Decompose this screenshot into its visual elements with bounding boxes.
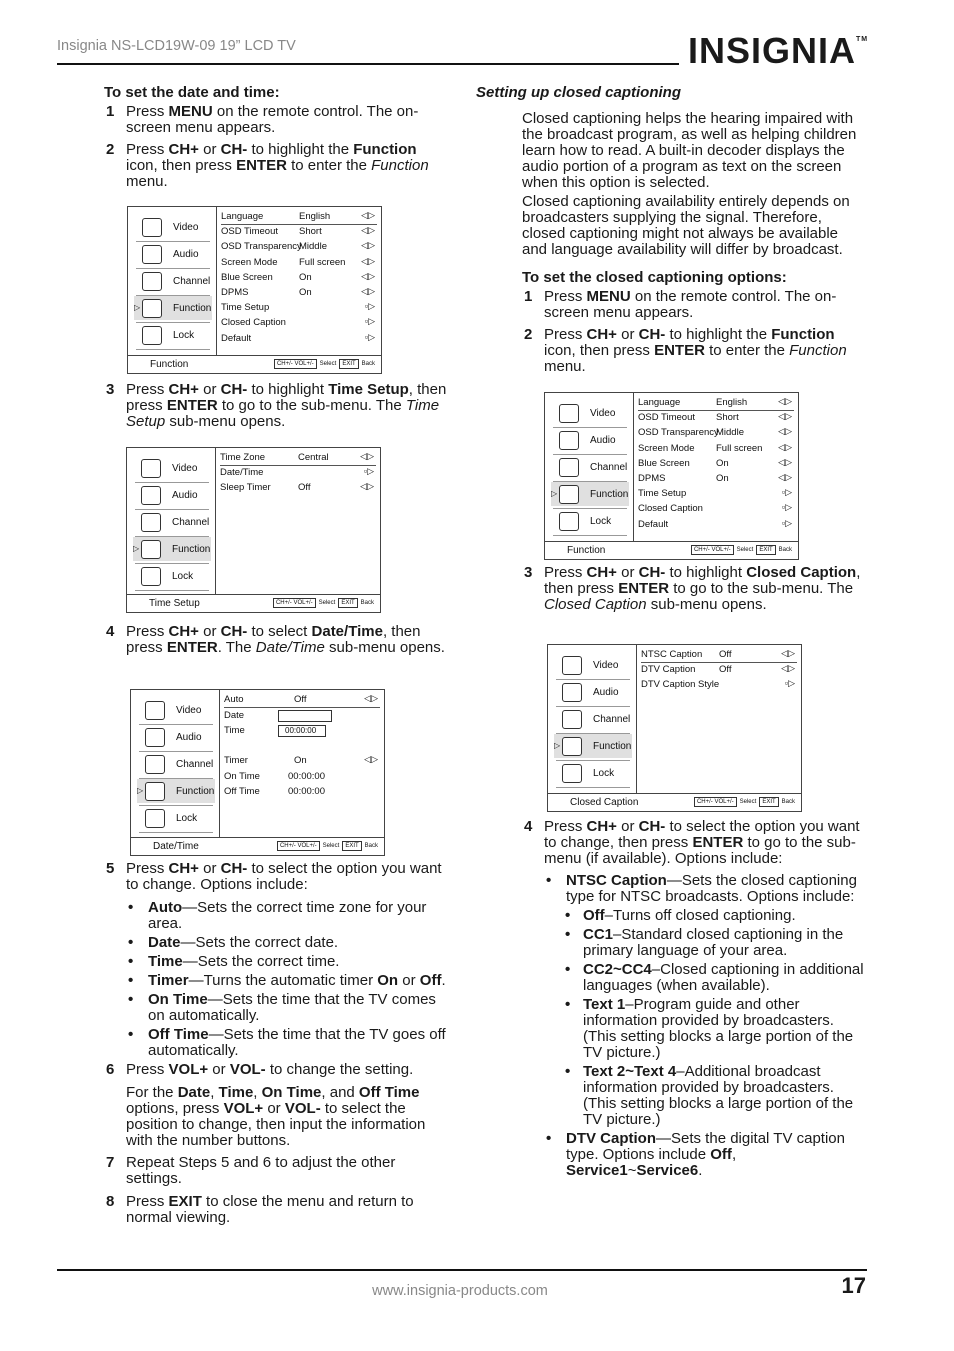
osd-time-setup-list — [216, 448, 380, 594]
osd-row: Language English ◁▷ — [638, 395, 794, 411]
adjust-arrows-icon: ◁▷ — [361, 255, 375, 266]
footer-rule — [57, 1269, 867, 1271]
osd-row: Screen Mode Full screen ◁▷ — [638, 441, 792, 454]
osd-row: Default ▫▷ — [638, 517, 792, 530]
osd-menu-item-lock — [134, 323, 212, 347]
osd-menu-label: Channel — [593, 714, 631, 725]
osd-menu-item-channel — [133, 510, 211, 534]
osd-row: Default ▫▷ — [221, 331, 375, 344]
osd-function-menu — [127, 206, 382, 374]
adjust-arrows-icon: ◁▷ — [778, 441, 792, 452]
osd-menu-item-channel — [551, 455, 629, 479]
chvol-key-hint: CH+/- VOL+/- — [691, 545, 734, 555]
osd-closed-caption-menu — [547, 644, 802, 812]
adjust-arrows-icon: ◁▷ — [778, 456, 792, 467]
osd-menu-item-function — [554, 734, 632, 758]
chvol-key-hint: CH+/- VOL+/- — [277, 841, 320, 851]
audio-icon — [145, 728, 165, 747]
osd-row: Language English ◁▷ — [221, 209, 377, 225]
osd-menu-label: Audio — [176, 732, 202, 743]
select-key-hint: Select — [318, 600, 336, 606]
osd-menu-item-video — [134, 215, 212, 239]
osd-menu-item-video — [133, 456, 211, 480]
osd-menu-label: Function — [173, 303, 212, 314]
insignia-logo: INSIGNIA™ — [688, 30, 869, 71]
adjust-arrows-icon: ◁▷ — [778, 411, 792, 422]
osd-menu-item-audio — [133, 483, 211, 507]
select-key-hint: Select — [322, 843, 340, 849]
osd-menu-label: Video — [172, 463, 198, 474]
lock-icon — [145, 809, 165, 828]
osd-row: DTV Caption Off ◁▷ — [641, 663, 795, 676]
osd-menu-label: Audio — [172, 490, 198, 501]
osd-closed-caption-list — [637, 645, 801, 793]
osd-row-time: Time 00:00:00 — [224, 723, 380, 738]
osd-menu-label: Lock — [590, 516, 612, 527]
step-1: 1 Press MENU on the remote control. The on-screen menu appears. — [106, 103, 419, 136]
video-icon — [562, 656, 582, 675]
osd-title: Function — [567, 545, 606, 556]
adjust-arrows-icon: ▫▷ — [781, 517, 792, 528]
option-date: • Date—Sets the correct date. — [126, 935, 449, 951]
adjust-arrows-icon: ▫▷ — [781, 502, 792, 513]
function-icon — [142, 299, 162, 318]
back-key-hint: Back — [360, 600, 374, 606]
lock-icon — [141, 567, 161, 586]
selection-arrow-icon: ▷ — [137, 786, 144, 795]
osd-function-menu-cc — [544, 392, 799, 560]
osd-menu-label: Audio — [590, 435, 616, 446]
ntsc-option-cc1: • CC1–Standard closed captioning in the primary language of your area. — [563, 927, 867, 959]
selection-arrow-icon: ▷ — [134, 303, 141, 312]
osd-menu-label: Function — [176, 786, 215, 797]
osd-row: Blue Screen On ◁▷ — [638, 456, 792, 469]
ntsc-option-cc2-cc4: • CC2~CC4–Closed captioning in additional languages (when available). — [563, 962, 867, 994]
option-off-time: • Off Time—Sets the time that the TV goes off automatically. — [126, 1027, 449, 1059]
osd-menu-label: Video — [173, 222, 199, 233]
osd-row: OSD Transparency Middle ◁▷ — [221, 240, 375, 253]
osd-row-on-time: On Time 00:00:00 — [224, 771, 325, 782]
time-input-box: 00:00:00 — [278, 725, 326, 737]
adjust-arrows-icon: ◁▷ — [360, 451, 374, 461]
adjust-arrows-icon: ◁▷ — [778, 426, 792, 437]
osd-date-time-menu — [130, 689, 385, 856]
adjust-arrows-icon: ◁▷ — [781, 663, 795, 674]
exit-key-hint: EXIT — [756, 545, 775, 555]
osd-menu-label: Channel — [173, 276, 211, 287]
cc-step-2: 2 Press CH+ or CH- to highlight the Function icon, then press ENTER to enter the Function menu. — [524, 326, 847, 375]
osd-row: Screen Mode Full screen ◁▷ — [221, 255, 375, 268]
osd-row: Date/Time ▫▷ — [220, 466, 374, 479]
back-key-hint: Back — [361, 361, 375, 367]
adjust-arrows-icon: ◁▷ — [778, 472, 792, 482]
option-auto: • Auto—Sets the correct time zone for your area. — [126, 900, 449, 932]
video-icon — [559, 404, 579, 423]
osd-menu-label: Audio — [173, 249, 199, 260]
osd-menu-label: Lock — [172, 571, 194, 582]
osd-menu-item-lock — [133, 564, 211, 588]
function-icon — [141, 540, 161, 559]
adjust-arrows-icon: ▫▷ — [364, 301, 375, 312]
adjust-arrows-icon: ◁▷ — [781, 648, 795, 658]
osd-menu-label: Audio — [593, 687, 619, 698]
osd-menu-label: Video — [590, 408, 616, 419]
step-6-detail: For the Date, Time, On Time, and Off Time options, press VOL+ or VOL- to select the position to change, then input the information with the number buttons. — [126, 1084, 426, 1149]
adjust-arrows-icon: ▫▷ — [363, 466, 374, 477]
osd-row: DPMS On ◁▷ — [638, 472, 792, 484]
date-input-box — [278, 710, 332, 722]
option-on-time: • On Time—Sets the time that the TV comes on automatically. — [126, 992, 449, 1024]
osd-menu-item-video — [554, 653, 632, 677]
osd-menu-item-function — [133, 537, 211, 561]
step-4: 4 Press CH+ or CH- to select Date/Time, then press ENTER. The Date/Time sub-menu opens. — [106, 623, 445, 656]
channel-icon — [142, 272, 162, 291]
audio-icon — [559, 431, 579, 450]
lock-icon — [559, 512, 579, 531]
adjust-arrows-icon: ◁▷ — [361, 240, 375, 251]
step-5: 5 Press CH+ or CH- to select the option you want to change. Options include: — [106, 860, 442, 893]
back-key-hint: Back — [781, 799, 795, 805]
osd-menu-item-video — [551, 401, 629, 425]
osd-menu-item-lock — [137, 806, 215, 830]
date-time-heading: To set the date and time: — [104, 84, 280, 101]
osd-menu-label: Channel — [176, 759, 214, 770]
osd-row: Closed Caption ▫▷ — [221, 316, 375, 329]
osd-menu-sidebar — [128, 207, 217, 355]
channel-icon — [562, 710, 582, 729]
channel-icon — [141, 513, 161, 532]
back-key-hint: Back — [778, 547, 792, 553]
osd-title: Closed Caption — [570, 797, 639, 808]
cc-options-heading: To set the closed captioning options: — [522, 269, 787, 286]
chvol-key-hint: CH+/- VOL+/- — [274, 359, 317, 369]
osd-menu-item-lock — [554, 761, 632, 785]
osd-menu-item-channel — [134, 269, 212, 293]
osd-menu-item-audio — [137, 725, 215, 749]
audio-icon — [141, 486, 161, 505]
osd-row-date: Date — [224, 708, 380, 723]
osd-title: Time Setup — [149, 598, 200, 609]
osd-row: Time Setup ▫▷ — [638, 487, 792, 500]
osd-row: OSD Timeout Short ◁▷ — [638, 411, 792, 424]
osd-title: Date/Time — [153, 841, 199, 852]
select-key-hint: Select — [319, 361, 337, 367]
selection-arrow-icon: ▷ — [551, 489, 558, 498]
osd-row: DPMS On ◁▷ — [221, 286, 375, 298]
ntsc-option-text2-text4: • Text 2~Text 4–Additional broadcast information provided by broadcasters. (This setting blocks a large portion of the TV picture.) — [563, 1064, 867, 1128]
step-8: 8 Press EXIT to close the menu and return to normal viewing. — [106, 1193, 414, 1226]
exit-key-hint: EXIT — [339, 359, 358, 369]
channel-icon — [559, 458, 579, 477]
osd-row: Closed Caption ▫▷ — [638, 502, 792, 515]
header-rule — [57, 63, 679, 65]
function-icon — [559, 485, 579, 504]
osd-menu-label: Lock — [593, 768, 615, 779]
osd-row: Sleep Timer Off ◁▷ — [220, 481, 374, 494]
back-key-hint: Back — [364, 843, 378, 849]
exit-key-hint: EXIT — [338, 598, 357, 608]
osd-row-auto: Auto Off ◁▷ — [224, 692, 380, 708]
osd-menu-label: Video — [593, 660, 619, 671]
adjust-arrows-icon: ◁▷ — [778, 396, 792, 406]
osd-menu-label: Video — [176, 705, 202, 716]
osd-menu-item-function — [137, 779, 215, 803]
select-key-hint: Select — [739, 799, 757, 805]
video-icon — [141, 459, 161, 478]
osd-row-timer: Timer On ◁▷ — [224, 754, 378, 766]
step-3: 3 Press CH+ or CH- to highlight Time Setup, then press ENTER to go to the sub-menu. The Time Setup sub-menu opens. — [106, 381, 447, 430]
osd-row: Blue Screen On ◁▷ — [221, 270, 375, 283]
cc-step-3: 3 Press CH+ or CH- to highlight Closed Caption, then press ENTER to go to the sub-menu. The Closed Caption sub-menu opens. — [524, 564, 861, 613]
cc-intro-paragraph: Closed captioning helps the hearing impaired with the broadcast program, as well as helping children learn how to read. A built-in decoder displays the audio portion of a program as text on the screen when this option is selected. — [522, 110, 857, 191]
right-column — [476, 85, 866, 375]
adjust-arrows-icon: ▫▷ — [781, 487, 792, 498]
cc-step-1: 1 Press MENU on the remote control. The on-screen menu appears. — [524, 288, 837, 321]
page-number: 17 — [841, 1273, 866, 1298]
adjust-arrows-icon: ▫▷ — [364, 316, 375, 327]
lock-icon — [142, 326, 162, 345]
adjust-arrows-icon: ◁▷ — [361, 286, 375, 296]
osd-menu-item-audio — [134, 242, 212, 266]
osd-menu-item-channel — [137, 752, 215, 776]
exit-key-hint: EXIT — [759, 797, 778, 807]
osd-menu-label: Function — [590, 489, 629, 500]
option-time: • Time—Sets the correct time. — [126, 954, 449, 970]
osd-menu-item-channel — [554, 707, 632, 731]
osd-menu-item-audio — [551, 428, 629, 452]
osd-menu-item-lock — [551, 509, 629, 533]
osd-row: NTSC Caption Off ◁▷ — [641, 647, 797, 663]
ntsc-option-off: • Off–Turns off closed captioning. — [563, 908, 867, 924]
osd-menu-label: Lock — [176, 813, 198, 824]
step-7: 7 Repeat Steps 5 and 6 to adjust the other settings. — [106, 1154, 396, 1187]
osd-menu-label: Channel — [172, 517, 210, 528]
function-icon — [562, 737, 582, 756]
exit-key-hint: EXIT — [342, 841, 361, 851]
osd-date-time-list — [220, 690, 384, 837]
osd-row: Time Zone Central ◁▷ — [220, 450, 376, 466]
osd-row: DTV Caption Style ▫▷ — [641, 678, 795, 691]
osd-menu-label: Function — [172, 544, 211, 555]
audio-icon — [562, 683, 582, 702]
osd-row: OSD Transparency Middle ◁▷ — [638, 426, 792, 439]
video-icon — [145, 701, 165, 720]
option-ntsc-caption: • NTSC Caption—Sets the closed captioning type for NTSC broadcasts. Options include: — [544, 873, 867, 905]
adjust-arrows-icon: ◁▷ — [360, 481, 374, 492]
osd-menu-item-video — [137, 698, 215, 722]
step-6: 6 Press VOL+ or VOL- to change the setting. — [106, 1061, 414, 1078]
audio-icon — [142, 245, 162, 264]
osd-menu-label: Lock — [173, 330, 195, 341]
document-header-title: Insignia NS-LCD19W-09 19” LCD TV — [57, 38, 296, 54]
option-timer: • Timer—Turns the automatic timer On or Off. — [126, 973, 449, 989]
channel-icon — [145, 755, 165, 774]
osd-time-setup-menu — [126, 447, 381, 613]
osd-menu-item-function — [134, 296, 212, 320]
selection-arrow-icon: ▷ — [133, 544, 140, 553]
selection-arrow-icon: ▷ — [554, 741, 561, 750]
cc-step-4: 4 Press CH+ or CH- to select the option you want to change, then press ENTER to go to the sub-menu (if available). Options include: — [524, 818, 860, 867]
osd-row: OSD Timeout Short ◁▷ — [221, 225, 375, 238]
chvol-key-hint: CH+/- VOL+/- — [273, 598, 316, 608]
left-column — [104, 85, 449, 190]
ntsc-option-text1: • Text 1–Program guide and other information provided by broadcasters. (This setting blocks a large portion of the TV picture.) — [563, 997, 867, 1061]
adjust-arrows-icon: ◁▷ — [361, 225, 375, 236]
adjust-arrows-icon: ◁▷ — [361, 210, 375, 220]
adjust-arrows-icon: ▫▷ — [364, 331, 375, 342]
adjust-arrows-icon: ▫▷ — [784, 678, 795, 689]
osd-menu-item-audio — [554, 680, 632, 704]
option-dtv-caption: • DTV Caption—Sets the digital TV caption type. Options include Off, Service1~Service6. — [544, 1131, 867, 1179]
video-icon — [142, 218, 162, 237]
osd-title: Function — [150, 359, 189, 370]
osd-row-off-time: Off Time 00:00:00 — [224, 786, 325, 797]
select-key-hint: Select — [736, 547, 754, 553]
osd-menu-item-function — [551, 482, 629, 506]
osd-row: Time Setup ▫▷ — [221, 301, 375, 314]
osd-menu-label: Channel — [590, 462, 628, 473]
cc-availability-paragraph: Closed captioning availability entirely depends on broadcasters supplying the signal. Therefore, closed captioning might not always be available and language availability will differ by broadcast. — [522, 193, 850, 258]
lock-icon — [562, 764, 582, 783]
osd-menu-label: Function — [593, 741, 632, 752]
footer-url: www.insignia-products.com — [372, 1283, 548, 1299]
step-2: 2 Press CH+ or CH- to highlight the Function icon, then press ENTER to enter the Function menu. — [106, 141, 429, 190]
adjust-arrows-icon: ◁▷ — [361, 270, 375, 281]
function-icon — [145, 782, 165, 801]
chvol-key-hint: CH+/- VOL+/- — [694, 797, 737, 807]
closed-captioning-heading: Setting up closed captioning — [476, 84, 682, 101]
osd-function-list — [217, 207, 381, 355]
